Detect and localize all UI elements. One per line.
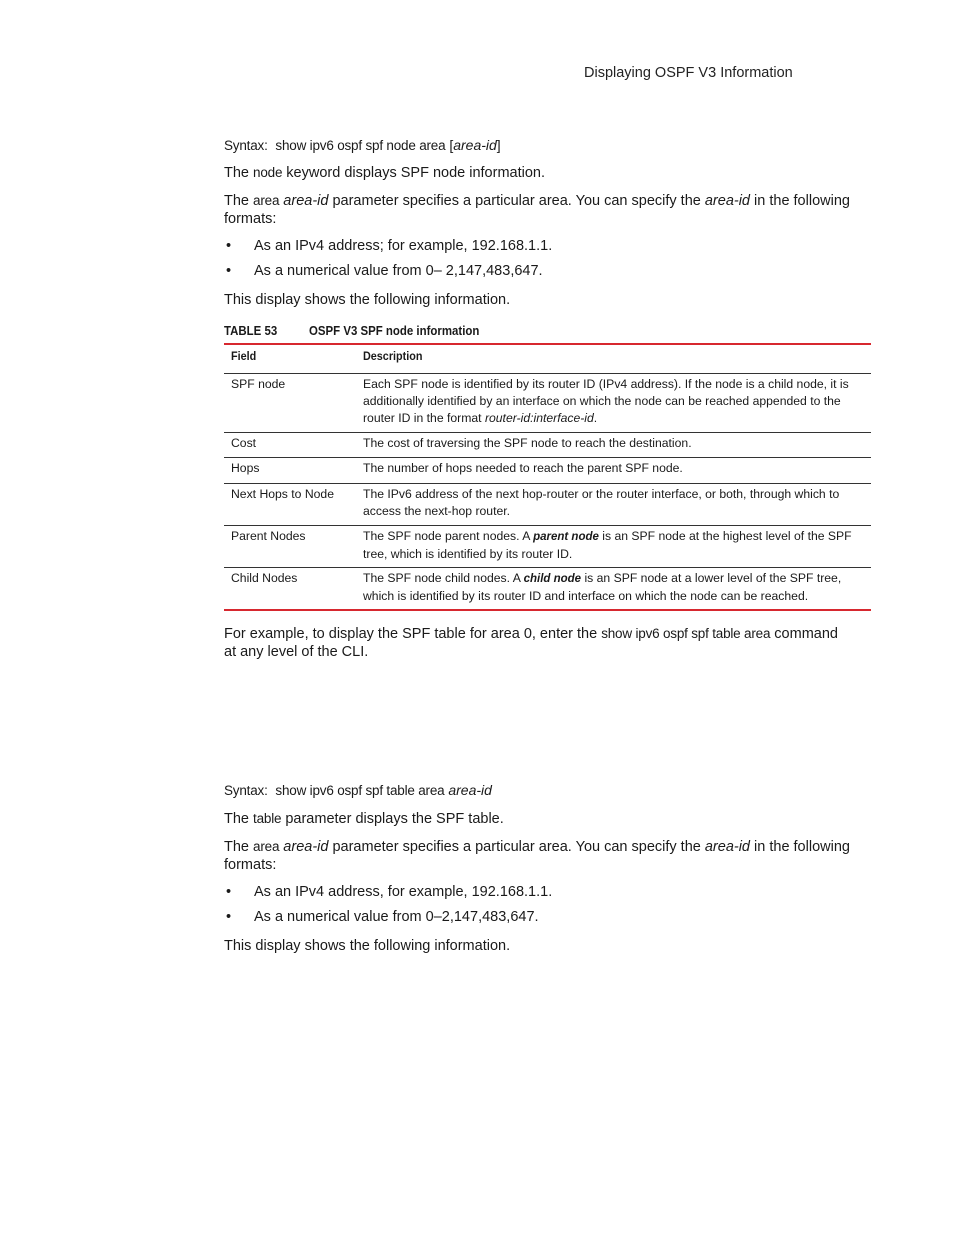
text: keyword displays SPF node information.	[286, 165, 546, 181]
argument: area-id	[283, 193, 329, 209]
syntax-bracket: ]	[496, 137, 501, 153]
bullet-text: As an IPv4 address; for example, 192.168.1.1.	[254, 238, 553, 254]
table-row-description: The cost of traversing the SPF node to reach the destination.	[363, 436, 692, 450]
text: in the following	[754, 193, 850, 209]
column-header-field: Field	[231, 349, 257, 363]
argument: area-id	[283, 839, 329, 855]
description-line	[363, 528, 868, 546]
bullet-item	[226, 909, 826, 929]
table-row-description	[363, 570, 868, 605]
area-parameter-paragraph-line2: formats:	[224, 857, 277, 873]
text: parameter specifies a particular area. You can specify the	[332, 193, 701, 209]
syntax-argument: area-id	[448, 782, 492, 798]
node-keyword-paragraph	[224, 163, 545, 183]
text: The	[224, 839, 249, 855]
table-row-field: Parent Nodes	[231, 529, 306, 543]
description-line	[363, 570, 868, 588]
bullet-item	[226, 263, 826, 283]
bullet-item	[226, 238, 826, 258]
table-title: OSPF V3 SPF node information	[309, 323, 480, 338]
description-line: access the next-hop router.	[363, 504, 511, 518]
table-row-field: Child Nodes	[231, 571, 298, 585]
table-row-field: Cost	[231, 436, 257, 450]
syntax-label: Syntax:	[224, 783, 268, 798]
table-row-divider	[224, 567, 871, 568]
text: The	[224, 165, 249, 181]
table-top-rule	[224, 343, 871, 345]
table-row-description	[363, 486, 868, 520]
keyword: area	[253, 839, 280, 854]
bullet-icon: •	[226, 238, 232, 254]
syntax-command: show ipv6 ospf spf table area	[275, 783, 445, 798]
term: child node	[523, 573, 582, 585]
syntax-line-node	[224, 136, 501, 155]
running-header: Displaying OSPF V3 Information	[584, 65, 793, 81]
command: show ipv6 ospf spf table area	[601, 626, 771, 641]
text: .	[593, 411, 598, 425]
table-row-divider	[224, 525, 871, 526]
example-paragraph-line2: at any level of the CLI.	[224, 644, 369, 660]
keyword: node	[253, 165, 283, 180]
syntax-command: show ipv6 ospf spf node area	[275, 138, 446, 153]
display-intro: This display shows the following information.	[224, 292, 511, 308]
display-intro: This display shows the following information.	[224, 938, 511, 954]
description-line: The IPv6 address of the next hop-router or the router interface, or both, through which to	[363, 487, 840, 501]
text: parameter displays the SPF table.	[285, 811, 504, 827]
table-row-field: SPF node	[231, 377, 286, 391]
bullet-item	[226, 884, 826, 904]
table-row-description	[363, 528, 868, 563]
keyword: table	[253, 811, 282, 826]
syntax-bracket: [	[449, 137, 454, 153]
text: is an SPF node at the highest level of the SPF	[602, 529, 852, 543]
area-parameter-paragraph-line2: formats:	[224, 211, 277, 227]
term: parent node	[533, 531, 599, 543]
description-line: Each SPF node is identified by its router ID (IPv4 address). If the node is a child node, it is	[363, 377, 849, 391]
area-parameter-paragraph	[224, 191, 850, 211]
table-row-divider	[224, 432, 871, 433]
description-line: additionally identified by an interface on which the node can be reached appended to the	[363, 394, 841, 408]
syntax-line-table	[224, 781, 492, 800]
text: The SPF node parent nodes. A	[363, 529, 530, 543]
example-paragraph	[224, 624, 838, 644]
description-line: tree, which is identified by its router ID.	[363, 547, 573, 561]
text: The	[224, 193, 249, 209]
text: router ID in the format	[363, 411, 482, 425]
column-header-description: Description	[363, 349, 423, 363]
bullet-text: As a numerical value from 0–2,147,483,647.	[254, 909, 539, 925]
bullet-icon: •	[226, 909, 232, 925]
text: in the following	[754, 839, 850, 855]
table-parameter-paragraph	[224, 809, 504, 829]
bullet-text: As a numerical value from 0– 2,147,483,647.	[254, 263, 543, 279]
argument: area-id	[704, 193, 750, 209]
bullet-icon: •	[226, 263, 232, 279]
text: The SPF node child nodes. A	[363, 571, 521, 585]
bullet-icon: •	[226, 884, 232, 900]
text: For example, to display the SPF table for area 0, enter the	[224, 626, 598, 642]
description-line	[363, 410, 868, 427]
argument: area-id	[704, 839, 750, 855]
text: is an SPF node at a lower level of the SPF tree,	[584, 571, 842, 585]
table-row-description	[363, 376, 868, 427]
table-number: TABLE 53	[224, 323, 278, 338]
text: command	[774, 626, 838, 642]
bullet-text: As an IPv4 address, for example, 192.168.1.1.	[254, 884, 553, 900]
syntax-label: Syntax:	[224, 138, 268, 153]
table-row-field: Next Hops to Node	[231, 487, 334, 501]
text: parameter specifies a particular area. You can specify the	[332, 839, 701, 855]
table-row-description: The number of hops needed to reach the parent SPF node.	[363, 461, 683, 475]
table-row-field: Hops	[231, 461, 260, 475]
table-row-divider	[224, 457, 871, 458]
table-header-rule	[224, 373, 871, 374]
area-parameter-paragraph	[224, 837, 850, 857]
keyword: area	[253, 193, 280, 208]
text: The	[224, 811, 249, 827]
term: router-id:interface-id	[484, 411, 594, 425]
syntax-argument: area-id	[453, 137, 497, 153]
table-bottom-rule	[224, 609, 871, 611]
table-row-divider	[224, 483, 871, 484]
description-line: which is identified by its router ID and interface on which the node can be reached.	[363, 589, 809, 603]
